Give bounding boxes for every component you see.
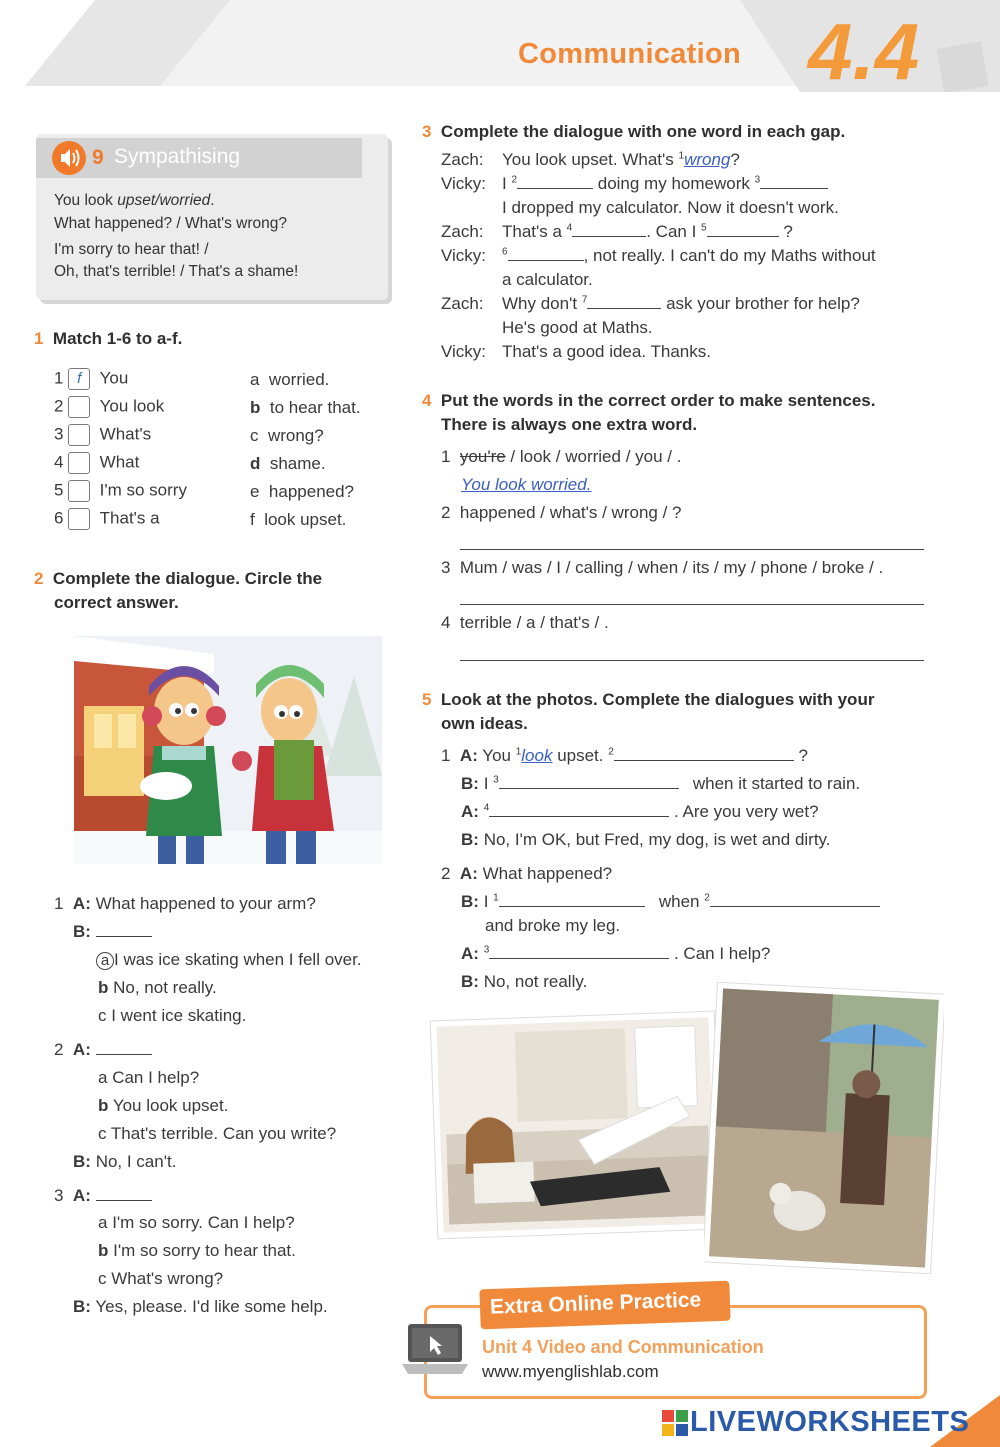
answer-gap[interactable] <box>710 892 880 907</box>
laptop-icon <box>400 1322 470 1378</box>
answer-gap[interactable]: look <box>521 746 553 765</box>
ex2-item-1-b: B: <box>73 922 152 942</box>
ex1-option: c wrong? <box>250 426 324 445</box>
ex3-line: That's a $^4$ . Can I $^5$ ? <box>502 222 793 241</box>
ex3-speaker: Zach: <box>441 222 484 241</box>
ex5-d1-line: 1 A: You $^1$look upset. $^2$ ? <box>441 746 808 765</box>
ex2-option[interactable]: c I went ice skating. <box>98 1006 247 1025</box>
ex1-left-column <box>54 368 254 536</box>
ex4-item-1-answer[interactable]: You look worried. <box>461 475 592 494</box>
ex1-answer-box[interactable] <box>68 508 90 530</box>
answer-gap[interactable] <box>489 802 669 817</box>
ex3-line: a calculator. <box>502 270 593 289</box>
ex3-speaker: Vicky: <box>441 246 487 265</box>
ex1-item: 5 I'm so sorry <box>54 480 254 508</box>
ex2-option[interactable]: c What's wrong? <box>98 1269 224 1288</box>
ex3-line: $^6$ , not really. I can't do my Maths without <box>502 246 876 265</box>
extra-online-practice-label: Extra Online Practice <box>489 1288 702 1319</box>
answer-gap[interactable] <box>707 222 779 237</box>
ex2-item-1-a: 1 A: What happened to your arm? <box>54 894 316 913</box>
ex1-answer-box[interactable] <box>68 424 90 446</box>
ex2-option[interactable]: b No, not really. <box>98 978 217 997</box>
answer-gap[interactable] <box>96 1040 152 1055</box>
ex5-d2-line: B: I $^1$ when $^2$ <box>461 892 880 912</box>
ex3-speaker: Zach: <box>441 150 484 169</box>
answer-gap[interactable] <box>587 294 661 309</box>
cartoon-illustration <box>74 636 382 864</box>
ex4-item-1: 1 you're / look / worried / you / . <box>441 447 682 466</box>
ex1-heading: 1 Match 1-6 to a-f. <box>34 329 183 348</box>
answer-line[interactable] <box>460 548 924 550</box>
answer-gap[interactable] <box>96 1186 152 1201</box>
answer-gap[interactable] <box>499 892 645 907</box>
ex1-answer-box[interactable] <box>68 480 90 502</box>
answer-gap[interactable]: wrong <box>684 150 731 169</box>
ex4-item-2: 2 happened / what's / wrong / ? <box>441 503 682 522</box>
ex4-heading-line2: There is always one extra word. <box>441 415 698 434</box>
ex5-heading-line2: own ideas. <box>441 714 528 733</box>
unit-number: 4.4 <box>808 7 920 96</box>
ex3-line: That's a good idea. Thanks. <box>502 342 711 361</box>
ex5-d2-line: A: $^3$ . Can I help? <box>461 944 771 963</box>
ex2-heading-line2: correct answer. <box>54 593 179 612</box>
answer-gap[interactable] <box>517 174 593 189</box>
ex1-item: 1 f You <box>54 368 254 396</box>
ex5-d2-line: and broke my leg. <box>485 916 621 935</box>
ex2-option[interactable]: a I'm so sorry. Can I help? <box>98 1213 295 1232</box>
ex1-item: 2 You look <box>54 396 254 424</box>
phrase-line-3: I'm sorry to hear that! / <box>54 241 209 258</box>
photo-woman-with-dog <box>704 982 944 1274</box>
ex5-d1-line: B: I $^3$ when it started to rain. <box>461 774 861 793</box>
ex4-heading: 4 Put the words in the correct order to make sentences. <box>422 391 876 410</box>
ex2-item-2-b: B: No, I can't. <box>73 1152 177 1171</box>
liveworksheets-brand: LIVEWORKSHEETS <box>690 1406 970 1438</box>
answer-gap[interactable] <box>508 246 584 261</box>
ex2-option[interactable]: b I'm so sorry to hear that. <box>98 1241 296 1260</box>
answer-line[interactable] <box>460 659 924 661</box>
answer-gap[interactable] <box>499 774 679 789</box>
ex2-item-2-a: 2 A: <box>54 1040 152 1060</box>
phrase-line-1: You look upset/worried. <box>54 192 215 209</box>
ex2-option[interactable]: c That's terrible. Can you write? <box>98 1124 337 1143</box>
ex1-item: 3 What's <box>54 424 254 452</box>
ex3-line: I dropped my calculator. Now it doesn't work. <box>502 198 839 217</box>
ex3-line: I $^2$ doing my homework $^3$ <box>502 174 828 194</box>
ex4-item-3: 3 Mum / was / I / calling / when / its / my / phone / broke / . <box>441 558 884 577</box>
phrase-line-2: What happened? / What's wrong? <box>54 215 288 232</box>
ex2-item-3-a: 3 A: <box>54 1186 152 1206</box>
ex1-answer-box[interactable] <box>68 452 90 474</box>
ex2-option[interactable]: b You look upset. <box>98 1096 229 1115</box>
phrase-box-title: Sympathising <box>114 145 241 168</box>
ex5-d2-line: 2 A: What happened? <box>441 864 613 883</box>
ex5-d1-line: A: $^4$ . Are you very wet? <box>461 802 819 821</box>
ex3-line: You look upset. What's $^1$wrong? <box>502 150 740 169</box>
ex1-answer-box[interactable]: f <box>68 368 90 390</box>
answer-gap[interactable] <box>614 746 794 761</box>
ex1-item: 6 That's a <box>54 508 254 536</box>
phrase-box-number: 9 <box>92 146 104 169</box>
ex1-right-column <box>250 370 390 538</box>
ex2-heading: 2 Complete the dialogue. Circle the <box>34 569 323 588</box>
ex5-d1-line: B: No, I'm OK, but Fred, my dog, is wet and dirty. <box>461 830 831 849</box>
ex1-item: 4 What <box>54 452 254 480</box>
ex1-option: d shame. <box>250 454 326 473</box>
ex1-option: f look upset. <box>250 510 347 529</box>
ex1-option: e happened? <box>250 482 355 501</box>
extra-online-url[interactable]: www.myenglishlab.com <box>482 1362 659 1381</box>
ex4-item-4: 4 terrible / a / that's / . <box>441 613 609 632</box>
extra-online-unit: Unit 4 Video and Communication <box>482 1337 764 1357</box>
page-title: Communication <box>518 38 742 70</box>
photo-girl-on-sofa <box>428 1010 724 1240</box>
phrase-line-4: Oh, that's terrible! / That's a shame! <box>54 263 299 280</box>
ex2-item-3-b: B: Yes, please. I'd like some help. <box>73 1297 328 1316</box>
ex1-answer-box[interactable] <box>68 396 90 418</box>
answer-gap[interactable] <box>489 944 669 959</box>
liveworksheets-logo-icon <box>662 1410 688 1436</box>
ex5-d2-line: B: No, not really. <box>461 972 588 991</box>
ex3-line: Why don't $^7$ ask your brother for help? <box>502 294 860 313</box>
ex3-heading: 3 Complete the dialogue with one word in each gap. <box>422 122 846 141</box>
answer-line[interactable] <box>460 603 924 605</box>
answer-gap[interactable] <box>760 174 828 189</box>
ex1-option: a worried. <box>250 370 330 389</box>
ex1-option: b to hear that. <box>250 398 361 417</box>
ex3-speaker: Vicky: <box>441 174 487 193</box>
ex3-speaker: Vicky: <box>441 342 487 361</box>
ex3-line: He's good at Maths. <box>502 318 653 337</box>
audio-speaker-icon[interactable] <box>52 141 86 175</box>
ex2-option[interactable]: a I was ice skating when I fell over. <box>96 950 362 970</box>
ex5-heading: 5 Look at the photos. Complete the dialogues with your <box>422 690 875 709</box>
ex2-option[interactable]: a Can I help? <box>98 1068 200 1087</box>
answer-gap[interactable] <box>96 922 152 937</box>
ex3-speaker: Zach: <box>441 294 484 313</box>
answer-gap[interactable] <box>572 222 646 237</box>
